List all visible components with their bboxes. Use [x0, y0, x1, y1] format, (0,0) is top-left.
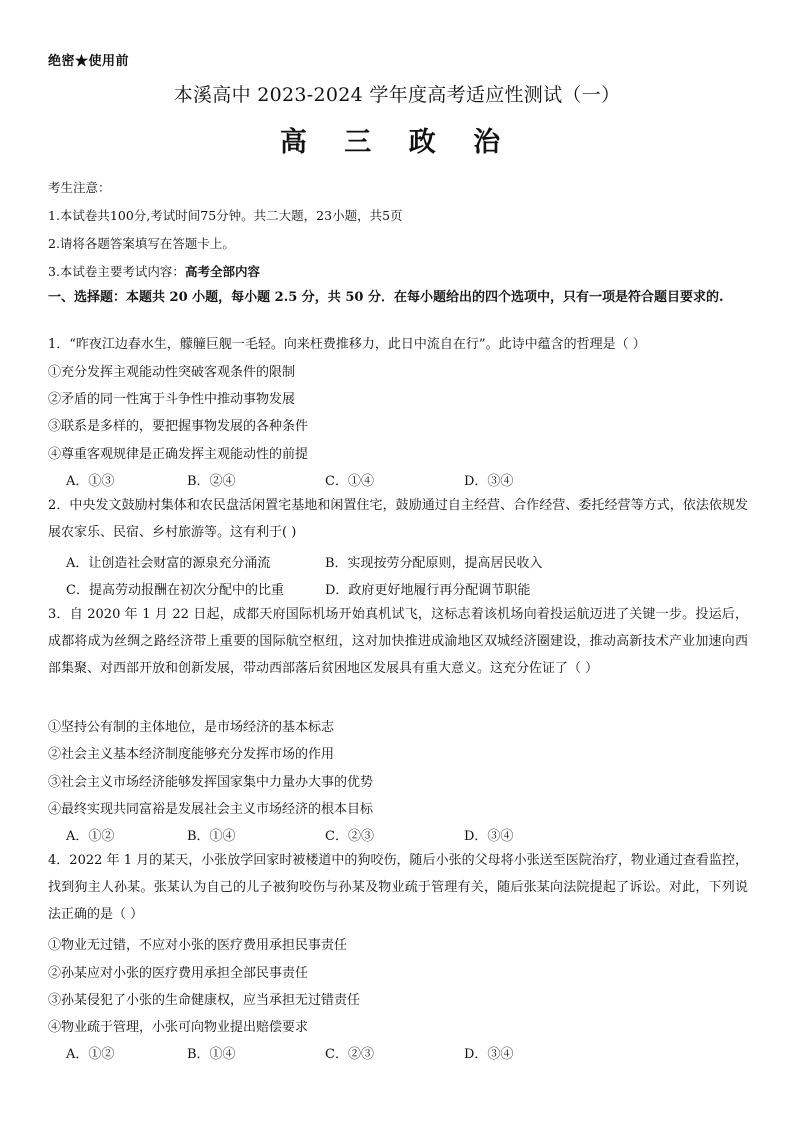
notice-title: 考生注意： — [48, 180, 111, 195]
notice-item-3 — [48, 262, 260, 280]
q1-statement-2: ②矛盾的同一性寓于斗争性中推动事物发展 — [48, 392, 296, 407]
exam-title: 本溪高中 2023-2024 学年度高考适应性测试（一） — [173, 84, 621, 106]
q3-statement-2: ②社会主义基本经济制度能够充分发挥市场的作用 — [48, 747, 335, 762]
section-heading: 一、选择题：本题共 20 小题，每小题 2.5 分，共 50 分．在每小题给出的四个选项中，只有一项是符合题目要求的. — [48, 290, 724, 305]
q4-statement-2: ②孙某应对小张的医疗费用承担全部民事责任 — [48, 966, 309, 981]
q4-option-c[interactable]: C．②③ — [325, 1047, 374, 1062]
q2-option-b[interactable]: B．实现按劳分配原则，提高居民收入 — [325, 556, 543, 571]
q4-statement-4: ④物业疏于管理，小张可向物业提出赔偿要求 — [48, 1020, 309, 1035]
q1-option-d[interactable]: D．③④ — [464, 474, 514, 489]
q2-stem: 2．中央发文鼓励村集体和农民盘活闲置宅基地和闲置住宅，鼓励通过自主经营、合作经营、委托经营等方式，依法依规发展农家乐、民宿、乡村旅游等。这有利于( ) — [48, 498, 748, 540]
notice-item-1: 1.本试卷共100分,考试时间75分钟。共二大题，23小题，共5页 — [48, 208, 403, 223]
q3-option-a[interactable]: A．①② — [66, 829, 115, 844]
q2-option-c[interactable]: C．提高劳动报酬在初次分配中的比重 — [66, 583, 284, 598]
q4-statement-1: ①物业无过错，不应对小张的医疗费用承担民事责任 — [48, 938, 348, 953]
q4-option-d[interactable]: D．③④ — [464, 1047, 514, 1062]
notice-item-2: 2.请将各题答案填写在答题卡上。 — [48, 236, 235, 251]
q3-stem: 3．自 2020 年 1 月 22 日起，成都天府国际机场开始真机试飞，这标志着该机场向着投运航迈进了关键一步。投运后，成都将成为丝绸之路经济带上重要的国际航空枢纽，这对加快推进成渝地区双城经济圈建设，推动高新技术产业加速向西部集聚、对西部开放和创新发展，带动西部落后贫困地区发展具有重大意义。这充分佐证了（ ） — [48, 607, 748, 676]
subject-title: 高 三 政 治 — [279, 127, 515, 158]
q1-statement-4: ④尊重客观规律是正确发挥主观能动性的前提 — [48, 447, 309, 462]
q1-option-a[interactable]: A．①③ — [66, 474, 115, 489]
q3-option-d[interactable]: D．③④ — [464, 829, 514, 844]
q1-stem: 1．“昨夜江边春水生，艨艟巨舰一毛轻。向来枉费推移力，此日中流自在行”。此诗中蕴含的哲理是（ ） — [48, 337, 646, 352]
q4-option-a[interactable]: A．①② — [66, 1047, 115, 1062]
confidential-mark: 绝密★使用前 — [48, 54, 130, 69]
q1-statement-1: ①充分发挥主观能动性突破客观条件的限制 — [48, 365, 296, 380]
q3-option-c[interactable]: C．②③ — [325, 829, 374, 844]
notice-item-3-bold: 高考全部内容 — [184, 264, 260, 279]
q3-statement-1: ①坚持公有制的主体地位，是市场经济的基本标志 — [48, 720, 335, 735]
q1-statement-3: ③联系是多样的，要把握事物发展的各种条件 — [48, 419, 309, 434]
q4-option-b[interactable]: B．①④ — [187, 1047, 236, 1062]
q2-option-a[interactable]: A．让创造社会财富的源泉充分涌流 — [66, 556, 271, 571]
q4-statement-3: ③孙某侵犯了小张的生命健康权，应当承担无过错责任 — [48, 993, 361, 1008]
q3-statement-4: ④最终实现共同富裕是发展社会主义市场经济的根本目标 — [48, 802, 374, 817]
q1-option-c[interactable]: C．①④ — [325, 474, 374, 489]
notice-item-3-text: 3.本试卷主要考试内容： — [48, 264, 185, 279]
q4-stem: 4．2022 年 1 月的某天，小张放学回家时被楼道中的狗咬伤，随后小张的父母将小张送至医院治疗，物业通过查看监控，找到狗主人孙某。张某认为自己的儿子被狗咬伤与孙某及物业疏于管理有关，随后张某向法院提起了诉讼。对此，下列说法正确的是（ ） — [48, 853, 748, 922]
q3-statement-3: ③社会主义市场经济能够发挥国家集中力量办大事的优势 — [48, 775, 374, 790]
q1-option-b[interactable]: B．②④ — [187, 474, 236, 489]
q2-option-d[interactable]: D．政府更好地履行再分配调节职能 — [325, 583, 531, 598]
q3-option-b[interactable]: B．①④ — [187, 829, 236, 844]
